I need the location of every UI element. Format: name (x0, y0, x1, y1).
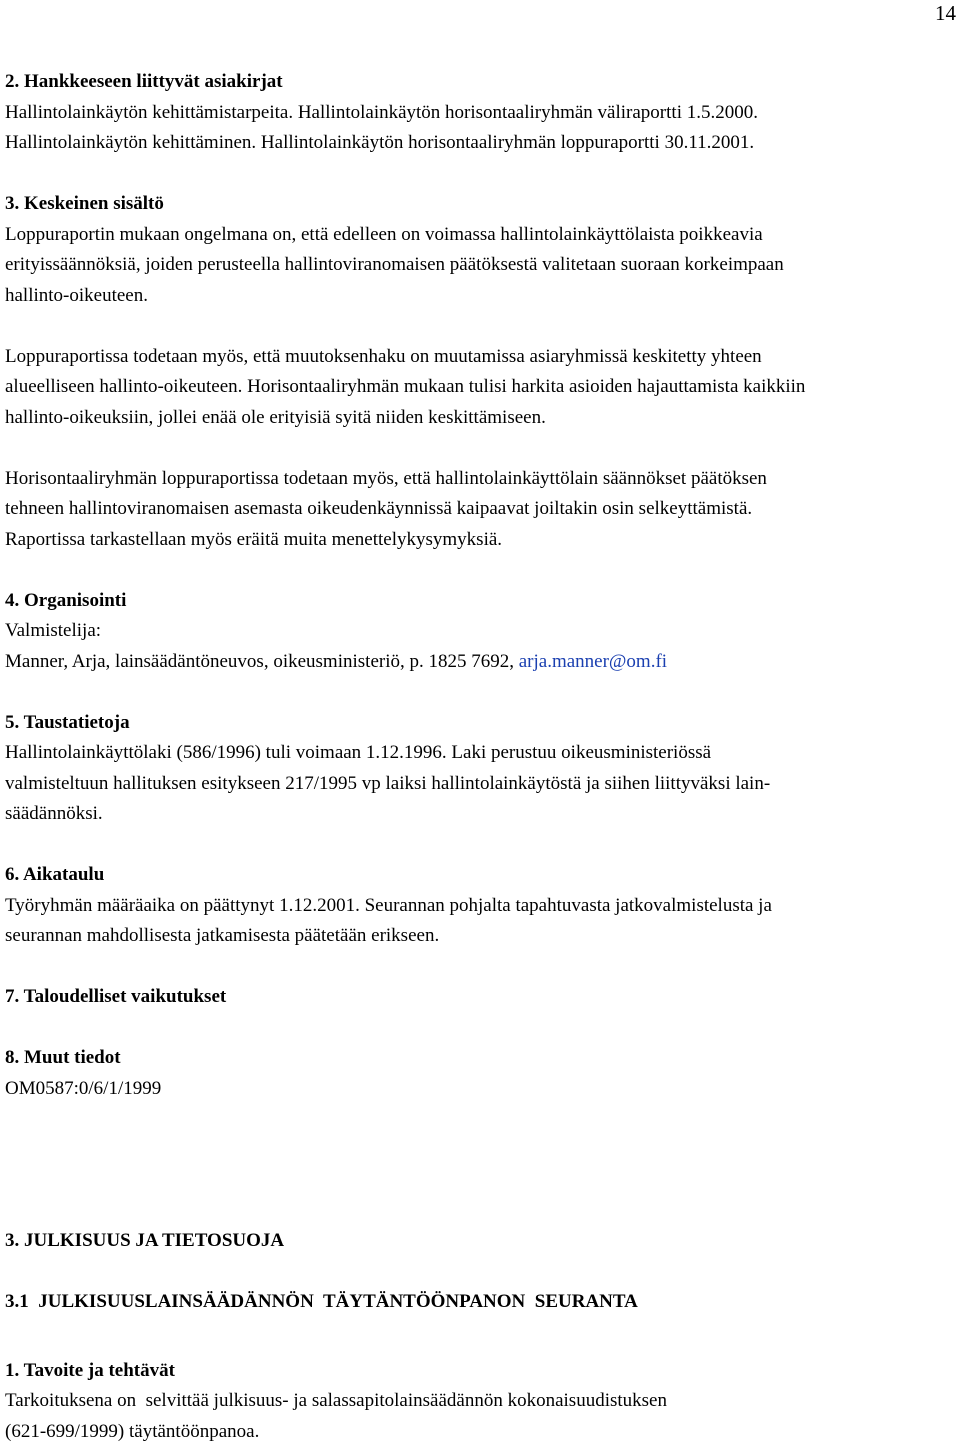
paragraph-line: hallinto-oikeuteen. (5, 284, 148, 306)
section-background (5, 708, 955, 830)
section-heading: 4. Organisointi (5, 589, 127, 611)
paragraph-line: Työryhmän määräaika on päättynyt 1.12.2001. Seurannan pohjalta tapahtuvasta jatkovalmistelusta ja (5, 894, 772, 916)
email-link[interactable]: arja.manner@om.fi (518, 650, 668, 672)
paragraph-line: alueelliseen hallinto-oikeuteen. Horisontaaliryhmän mukaan tulisi harkita asioiden hajauttamista kaikkiin (5, 376, 806, 397)
section-related-documents (5, 67, 955, 159)
section-publicity (5, 1226, 955, 1447)
section-heading: 2. Hankkeeseen liittyvät asiakirjat (5, 71, 283, 92)
page-number: 14 (935, 1, 956, 25)
chapter-heading: 3. JULKISUUS JA TIETOSUOJA (5, 1230, 285, 1251)
section-heading: 8. Muut tiedot (5, 1047, 121, 1068)
paragraph-line: valmisteltuun hallituksen esitykseen 217/1995 vp laiksi hallintolainkäytöstä ja siihen liittyväksi lain- (5, 772, 771, 794)
section-other-info (5, 1043, 955, 1104)
section-schedule (5, 860, 955, 952)
preparer-label: Valmistelija: (5, 620, 102, 641)
document-body (5, 67, 955, 1447)
preparer-contact (5, 647, 955, 678)
document-reference: Hallintolainkäytön kehittäminen. Hallintolainkäytön horisontaaliryhmän loppuraportti 30.11.2001. (5, 132, 755, 153)
paragraph-line: seurannan mahdollisesta jatkamisesta päätetään erikseen. (5, 925, 440, 946)
section-heading: 1. Tavoite ja tehtävät (5, 1359, 175, 1381)
paragraph-line: Raportissa tarkastellaan myös eräitä muita menettelykysymyksiä. (5, 528, 503, 550)
paragraph-line: hallinto-oikeuksiin, jollei enää ole erityisiä syitä niiden keskittämiseen. (5, 406, 546, 428)
section-heading: 6. Aikataulu (5, 864, 105, 885)
paragraph-line: Loppuraportissa todetaan myös, että muutoksenhaku on muutamissa asiaryhmissä keskitetty yhteen (5, 345, 762, 367)
subchapter-heading: 3.1 JULKISUUSLAINSÄÄDÄNNÖN TÄYTÄNTÖÖNPANON SEURANTA (5, 1291, 638, 1312)
paragraph-line: Loppuraportin mukaan ongelmana on, että edelleen on voimassa hallintolainkäyttölaista poikkeavia (5, 223, 763, 245)
section-heading: 3. Keskeinen sisältö (5, 193, 164, 214)
section-organisation (5, 586, 955, 678)
section-main-content (5, 189, 955, 555)
document-reference: Hallintolainkäytön kehittämistarpeita. Hallintolainkäytön horisontaaliryhmän väliraportti 1.5.2000. (5, 101, 758, 123)
section-heading: 7. Taloudelliset vaikutukset (5, 986, 227, 1007)
reference-code: OM0587:0/6/1/1999 (5, 1077, 162, 1099)
contact-details: Manner, Arja, lainsäädäntöneuvos, oikeusministeriö, p. 1825 7692, (5, 650, 519, 672)
section-heading: 5. Taustatietoja (5, 711, 130, 733)
paragraph-line: erityissäännöksiä, joiden perusteella hallintoviranomaisen päätöksestä valitetaan suoraan korkeimpaan (5, 254, 784, 275)
paragraph-line: Hallintolainkäyttölaki (586/1996) tuli voimaan 1.12.1996. Laki perustuu oikeusministeriössä (5, 742, 712, 763)
paragraph-line: tehneen hallintoviranomaisen asemasta oikeudenkäynnissä kaipaavat joiltakin osin selkeyttämistä. (5, 498, 753, 519)
paragraph-line: Tarkoituksena on selvittää julkisuus- ja salassapitolainsäädännön kokonaisuudistuksen (5, 1390, 667, 1411)
paragraph-line: Horisontaaliryhmän loppuraportissa todetaan myös, että hallintolainkäyttölain säännökset päätöksen (5, 467, 767, 489)
section-financial-effects (5, 982, 955, 1013)
paragraph-line: säädännöksi. (5, 803, 103, 824)
paragraph-line: (621-699/1999) täytäntöönpanoa. (5, 1420, 260, 1442)
